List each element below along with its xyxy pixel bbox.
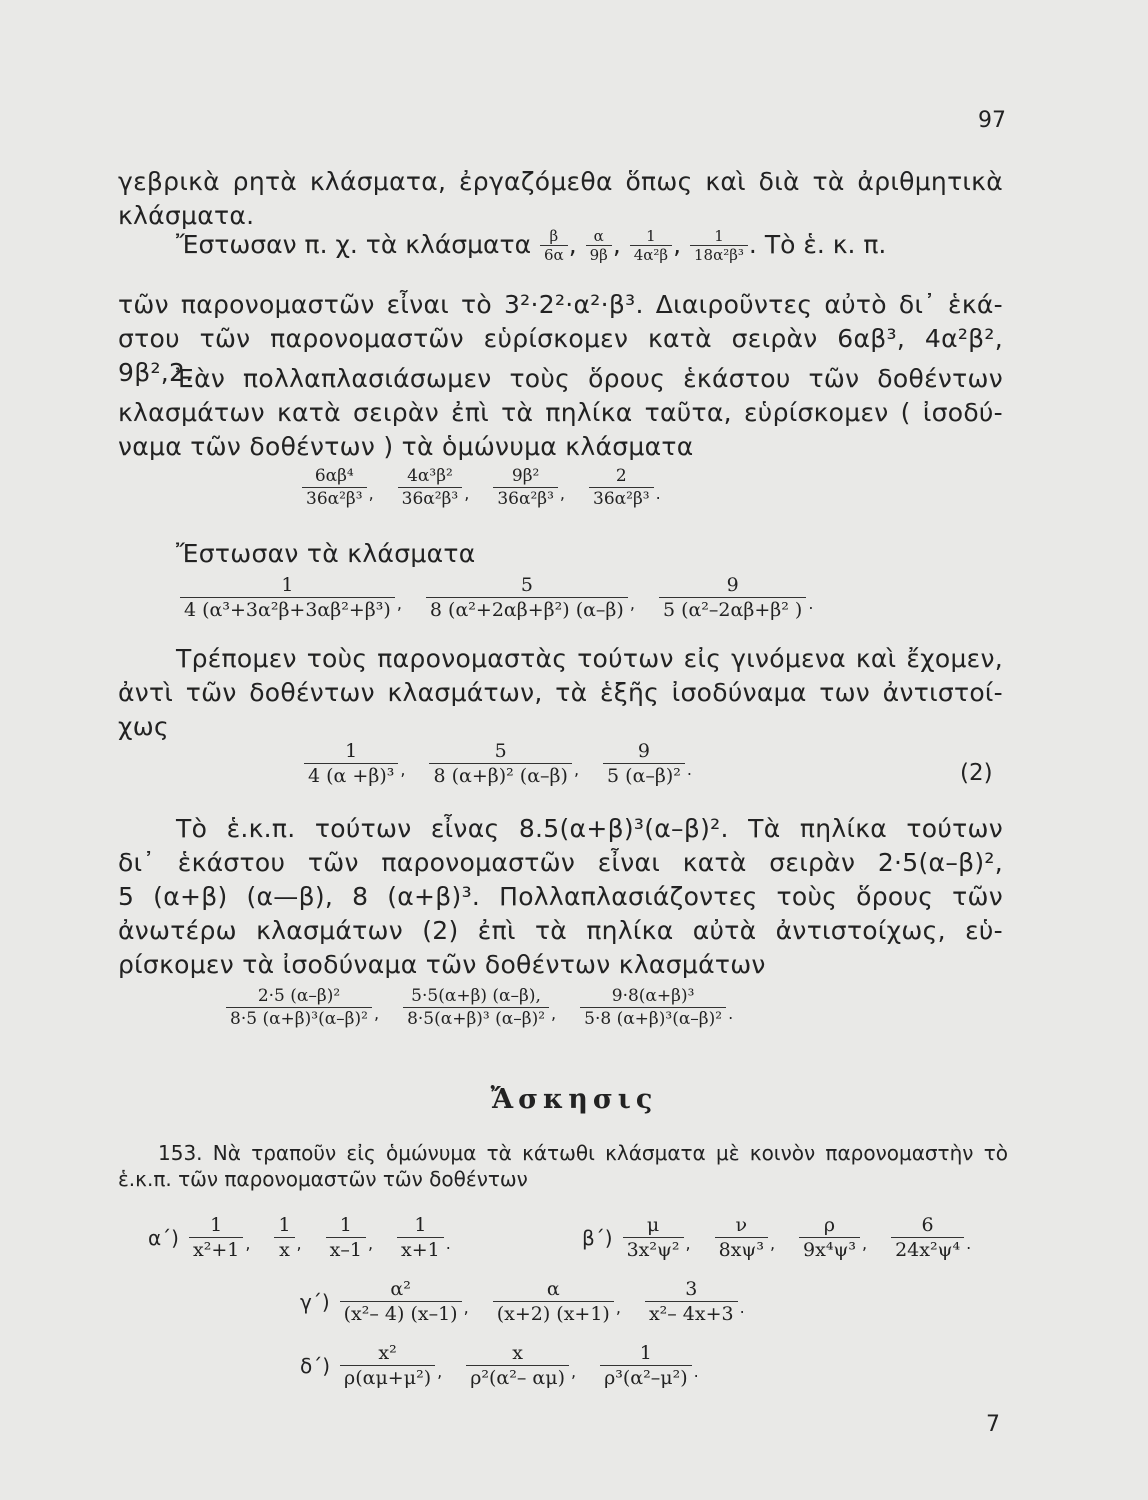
text-line: Ἐὰν πολλαπλασιάσωμεν τοὺς ὅρους ἑκάστου τῶν δοθέντων (176, 364, 1003, 393)
fraction-numerator: 1 (180, 574, 395, 598)
fraction-numerator: 4α³β² (398, 466, 463, 488)
fraction (180, 574, 395, 621)
fraction-denominator: 9x⁴ψ³ (803, 1239, 856, 1261)
fraction (274, 1214, 294, 1261)
fraction-denominator: x–1 (329, 1239, 362, 1261)
fraction-denominator: x (279, 1239, 290, 1261)
fraction-denominator: x²– 4x+3 (648, 1303, 734, 1325)
text-line: Τὸ ἑ.κ.π. τούτων εἶνας 8.5(α+β)³(α–β)². Τὰ πηλίκα τούτων (176, 814, 1003, 843)
fraction-denominator: (x²– 4) (x–1) (343, 1303, 458, 1325)
fraction (493, 466, 558, 509)
inline-fractions: $\frac{\beta}{6\alpha}$ , $\frac{\alpha}{9\beta}$ , $\frac{1}{\text{4α²β}}$ , $\frac{1}{\text{18α²β³}}$ (539, 230, 749, 259)
text-line: 5 (α+β) (α—β), 8 (α+β)³. Πολλαπλασιάζοντες τοὺς ὅρους τῶν (118, 882, 1003, 911)
fraction-denominator: 8 (α+β)² (α–β) (433, 765, 568, 787)
paragraph-multiply (118, 362, 1003, 464)
fraction-separator: . (445, 1234, 451, 1253)
fraction-numerator: 1 (600, 1342, 692, 1366)
exercise-part-label: β΄) (582, 1225, 613, 1250)
exercise-part-d (300, 1342, 721, 1389)
fraction (690, 228, 748, 264)
fraction (891, 1214, 964, 1261)
fraction-separator: , (463, 1298, 469, 1317)
fraction (645, 1278, 738, 1325)
fraction-separator: , (769, 1234, 776, 1253)
paragraph-factor (118, 642, 1003, 744)
fraction-separator: . (728, 1004, 734, 1023)
fraction-row-1 (300, 466, 683, 509)
exercise-part-a (148, 1214, 473, 1261)
fraction-separator: , (296, 1234, 302, 1253)
fraction-numerator: 1 (630, 228, 672, 246)
fraction-separator: , (464, 484, 470, 503)
fraction-separator: , (437, 1362, 443, 1381)
fraction-denominator: 8xψ³ (718, 1239, 764, 1261)
fraction-denominator: 36α²β³ (401, 489, 459, 509)
fraction-denominator: 4α²β (633, 246, 669, 264)
text-line: γεβρικὰ ρητὰ κλάσματα, ἐργαζόμεθα ὅπως καὶ διὰ τὰ ἀριθμητικὰ (118, 167, 1003, 196)
text-line: κλάσματα. (118, 201, 255, 230)
text-line: δι᾽ ἑκάστου τῶν παρονομαστῶν εἶναι κατὰ σειρὰν 2·5(α–β)², (118, 848, 1003, 877)
fraction-separator: . (686, 760, 693, 779)
fraction-denominator: 36α²β³ (593, 489, 650, 509)
fraction-denominator: 18α²β³ (694, 246, 744, 264)
fraction (226, 986, 372, 1029)
fraction-separator: , (396, 594, 402, 613)
fraction-numerator: 5 (429, 740, 571, 764)
fraction (403, 986, 549, 1029)
fraction-numerator: μ (623, 1214, 684, 1238)
fraction-numerator: 1 (189, 1214, 243, 1238)
page-number: 97 (978, 108, 1006, 133)
fraction-numerator: ν (715, 1214, 768, 1238)
fraction-denominator: ρ(αμ+μ²) (344, 1367, 432, 1389)
fraction (302, 466, 367, 509)
fraction (429, 740, 571, 787)
fraction-numerator: 1 (326, 1214, 366, 1238)
text-line: κλασμάτων κατὰ σειρὰν ἐπὶ τὰ πηλίκα ταῦτα, εὑρίσκομεν ( ἰσοδύ- (118, 398, 1003, 427)
fraction-separator: , (570, 1362, 577, 1381)
fraction-denominator: 8·5(α+β)³ (α–β)² (407, 1009, 546, 1029)
text-line: στου τῶν παρονομαστῶν εὑρίσκομεν κατὰ σειρὰν 6αβ³, 4α²β², 9β²,2. (118, 324, 1003, 387)
text-line: τῶν παρονομαστῶν εἶναι τὸ 3²·2²·α²·β³. Διαιροῦντες αὐτὸ δι᾽ ἑκά- (118, 290, 1003, 319)
exercise-part-label: γ΄) (300, 1289, 330, 1314)
text-line: χως (118, 712, 169, 741)
fraction-numerator: 1 (304, 740, 398, 764)
fraction-denominator: 9β (589, 246, 608, 264)
fraction-separator: , (615, 1298, 621, 1317)
fraction-denominator: 4 (α³+3α²β+3αβ²+β³) (184, 599, 391, 621)
fraction-separator: , (373, 1004, 380, 1023)
fraction-denominator: ρ³(α²–μ²) (604, 1367, 688, 1389)
fraction-separator: , (551, 1004, 557, 1023)
equation-label: (2) (960, 760, 993, 786)
fraction-numerator: 6αβ⁴ (302, 466, 367, 488)
fraction-denominator: ρ²(α²– αμ) (470, 1367, 565, 1389)
paragraph-fractions (118, 537, 1003, 571)
fraction-separator: , (368, 484, 374, 503)
fraction-separator: . (693, 1362, 699, 1381)
fraction-separator: , (400, 760, 406, 779)
exercise-153: 153. Νὰ τραποῦν εἰς ὁμώνυμα τὰ κάτωθι κλάσματα μὲ κοινὸν παρονομαστὴν τὸ ἑ.κ.π. τῶν παρονομαστῶν τῶν δοθέντων (118, 1141, 1008, 1191)
fraction-separator: , (861, 1234, 868, 1253)
fraction-denominator: 3x²ψ² (626, 1239, 680, 1261)
fraction-numerator: x² (340, 1342, 435, 1366)
fraction (426, 574, 628, 621)
fraction-denominator: 8 (α²+2αβ+β²) (α–β) (429, 599, 624, 621)
fraction-denominator: 5 (α–β)² (607, 765, 681, 787)
fraction-row-2 (178, 574, 835, 621)
fraction-separator: , (573, 760, 580, 779)
fraction-numerator: x (466, 1342, 569, 1366)
fraction-denominator: 4 (α +β)³ (308, 765, 395, 787)
fraction (580, 986, 726, 1029)
fraction-numerator: 1 (690, 228, 748, 246)
fraction-separator: . (655, 484, 661, 503)
fraction-denominator: (x+2) (x+1) (496, 1303, 610, 1325)
text-line: Ἔστωσαν τὰ κλάσματα (176, 539, 476, 568)
signature-mark: 7 (986, 1412, 1000, 1437)
fraction-denominator: 6α (544, 246, 564, 264)
fraction-numerator: 3 (645, 1278, 738, 1302)
fraction (540, 228, 568, 264)
text-line: ναμα τῶν δοθέντων ) τὰ ὁμώνυμα κλάσματα (118, 432, 694, 461)
fraction (630, 228, 672, 264)
fraction (623, 1214, 684, 1261)
fraction-separator: , (245, 1234, 251, 1253)
fraction (326, 1214, 366, 1261)
text-line: ἀντὶ τῶν δοθέντων κλασμάτων, τὰ ἑξῆς ἰσοδύναμα των ἀντιστοί- (118, 678, 1003, 707)
fraction-numerator: 1 (397, 1214, 444, 1238)
example-fractions-line (176, 228, 886, 264)
exercise-part-label: α΄) (148, 1225, 179, 1250)
fraction-numerator: 1 (274, 1214, 294, 1238)
exercise-part-c (300, 1278, 767, 1325)
fraction-denominator: x+1 (401, 1239, 440, 1261)
fraction-separator: , (685, 1234, 691, 1253)
fraction (799, 1214, 860, 1261)
fraction (715, 1214, 768, 1261)
fraction-separator: . (808, 594, 814, 613)
fraction-denominator: 8·5 (α+β)³(α–β)² (230, 1009, 368, 1029)
paragraph-intro (118, 165, 1003, 233)
fraction (586, 228, 612, 264)
fraction-separator: . (739, 1298, 745, 1317)
fraction-numerator: 9 (659, 574, 806, 598)
section-heading: Ἄσκησις (490, 1084, 658, 1115)
fraction (189, 1214, 243, 1261)
fraction-denominator: x²+1 (193, 1239, 240, 1261)
fraction-numerator: α (586, 228, 612, 246)
text-line: . Τὸ ἑ. κ. π. (748, 230, 887, 259)
fraction-denominator: 36α²β³ (497, 489, 554, 509)
fraction-denominator: 36α²β³ (306, 489, 363, 509)
fraction (603, 740, 685, 787)
fraction-numerator: 9·8(α+β)³ (580, 986, 726, 1008)
fraction (398, 466, 463, 509)
fraction-numerator: α² (340, 1278, 462, 1302)
fraction-denominator: 5·8 (α+β)³(α–β)² (584, 1009, 723, 1029)
fraction (659, 574, 806, 621)
fraction-separator: , (367, 1234, 374, 1253)
fraction-numerator: 2·5 (α–β)² (226, 986, 372, 1008)
fraction-numerator: 5 (426, 574, 628, 598)
fraction (589, 466, 654, 509)
text-line: ρίσκομεν τὰ ἰσοδύναμα τῶν δοθέντων κλασμάτων (118, 950, 766, 979)
fraction-numerator: 2 (589, 466, 654, 488)
fraction (304, 740, 398, 787)
fraction-numerator: 5·5(α+β) (α–β), (403, 986, 549, 1008)
fraction-denominator: 5 (α²–2αβ+β² ) (662, 599, 803, 621)
text-line: Ἔστωσαν π. χ. τὰ κλάσματα (176, 230, 532, 259)
fraction (340, 1342, 435, 1389)
fraction-numerator: 9 (603, 740, 685, 764)
fraction (493, 1278, 614, 1325)
fraction (340, 1278, 462, 1325)
text-line: Τρέπομεν τοὺς παρονομαστὰς τούτων εἰς γινόμενα καὶ ἔχομεν, (176, 644, 1003, 673)
fraction-numerator: 9β² (493, 466, 558, 488)
paragraph-quotients (118, 812, 1003, 982)
fraction-separator: , (559, 484, 566, 503)
fraction-denominator: 24x²ψ⁴ (895, 1239, 961, 1261)
fraction (600, 1342, 692, 1389)
fraction-numerator: ρ (799, 1214, 860, 1238)
exercise-part-b (582, 1214, 993, 1261)
fraction (466, 1342, 569, 1389)
text-line: ἀνωτέρω κλασμάτων (2) ἐπὶ τὰ πηλίκα αὐτὰ ἀντιστοίχως, εὑ- (118, 916, 1003, 945)
fraction-numerator: β (540, 228, 568, 246)
fraction (397, 1214, 444, 1261)
fraction-separator: . (966, 1234, 972, 1253)
fraction-numerator: 6 (891, 1214, 964, 1238)
fraction-numerator: α (493, 1278, 614, 1302)
fraction-row-3 (302, 740, 714, 787)
exercise-part-label: δ΄) (300, 1353, 331, 1378)
fraction-row-4 (224, 986, 755, 1029)
fraction-separator: , (629, 594, 635, 613)
